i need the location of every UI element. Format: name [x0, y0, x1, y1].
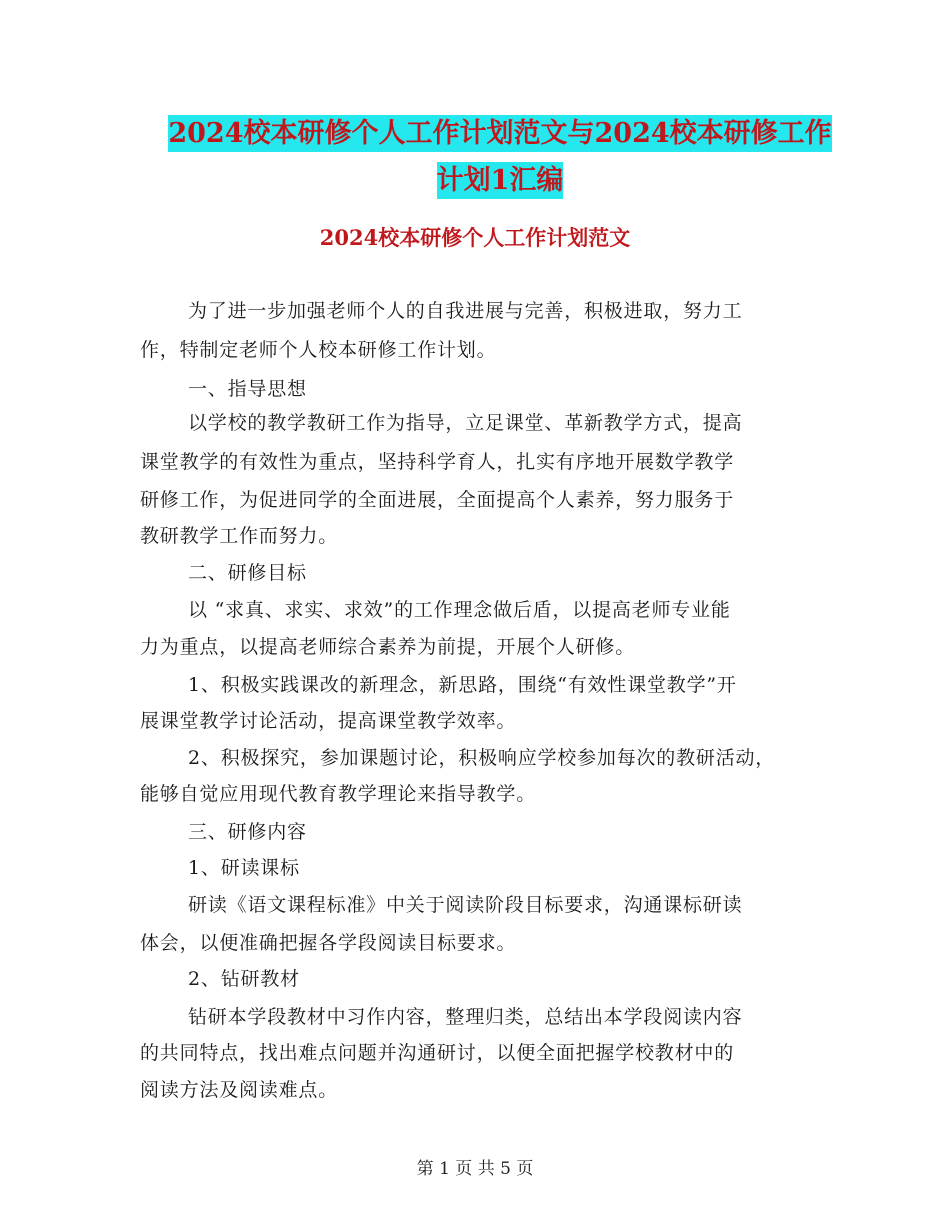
- paragraph-line: 能够自觉应用现代教育教学理论来指导教学。: [140, 783, 537, 805]
- paragraph-line: 1、积极实践课改的新理念，新思路，围绕“有效性课堂教学”开: [188, 674, 737, 696]
- paragraph-line: 以 “求真、求实、求效”的工作理念做后盾，以提高老师专业能: [188, 599, 731, 621]
- paragraph-line: 阅读方法及阅读难点。: [140, 1079, 339, 1101]
- paragraph-line: 力为重点，以提高老师综合素养为前提，开展个人研修。: [140, 636, 636, 658]
- heading-line: 2、钻研教材: [188, 968, 300, 990]
- paragraph-line: 为了进一步加强老师个人的自我进展与完善，积极进取，努力工: [188, 300, 743, 322]
- paragraph-line: 研修工作，为促进同学的全面进展，全面提高个人素养，努力服务于: [140, 489, 735, 511]
- paragraph-line: 体会，以便准确把握各学段阅读目标要求。: [140, 932, 517, 954]
- paragraph-line: 的共同特点，找出难点问题并沟通研讨，以便全面把握学校教材中的: [140, 1042, 735, 1064]
- section-title: 2024校本研修个人工作计划范文: [319, 225, 631, 250]
- page-footer: 第 1 页 共 5 页: [416, 1159, 534, 1179]
- paragraph-line: 展课堂教学讨论活动，提高课堂教学效率。: [140, 710, 517, 732]
- paragraph-line: 研读《语文课程标准》中关于阅读阶段目标要求，沟通课标研读: [188, 894, 743, 916]
- paragraph-line: 教研教学工作而努力。: [140, 525, 339, 547]
- title-line-1: 2024校本研修个人工作计划范文与2024校本研修工作: [168, 115, 831, 152]
- heading-line: 一、指导思想: [188, 378, 307, 400]
- paragraph-line: 钻研本学段教材中习作内容，整理归类，总结出本学段阅读内容: [188, 1006, 743, 1028]
- title-line-2: 计划1汇编: [437, 162, 564, 199]
- paragraph-line: 以学校的教学教研工作为指导，立足课堂、革新教学方式，提高: [188, 412, 743, 434]
- heading-line: 三、研修内容: [188, 821, 307, 843]
- paragraph-line: 课堂教学的有效性为重点，坚持科学育人，扎实有序地开展数学教学: [140, 451, 735, 473]
- document-title: [140, 110, 860, 204]
- heading-line: 1、研读课标: [188, 857, 300, 879]
- paragraph-line: 作，特制定老师个人校本研修工作计划。: [140, 339, 497, 361]
- paragraph-line: 2、积极探究，参加课题讨论，积极响应学校参加每次的教研活动，: [188, 747, 776, 769]
- heading-line: 二、研修目标: [188, 562, 307, 584]
